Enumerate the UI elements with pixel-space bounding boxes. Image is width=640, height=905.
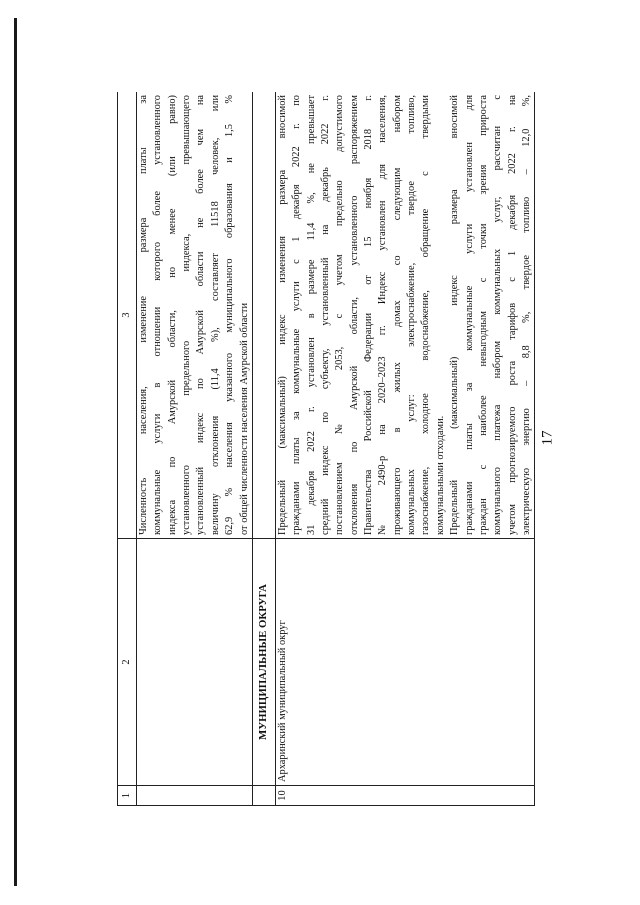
binding-line (14, 18, 17, 886)
text-line: учетом прогнозируемого роста тарифов с 1 декабря 2022 г. на (506, 95, 518, 535)
continuation-text-cell (137, 92, 253, 539)
section-row (252, 92, 275, 806)
rotated-page (117, 92, 609, 806)
text-line: средний индекс по субъекту, установленный на декабрь 2022 г. (319, 95, 331, 535)
text-line: коммунальными отходами. (434, 415, 446, 535)
header-col-2: 2 (118, 539, 137, 786)
text-line: электрическую энергию – 8,8 %, твердое топливо – 12,0 %, (520, 95, 532, 535)
table-header-row (118, 92, 137, 806)
section-empty-cell (252, 92, 275, 539)
text-line: Предельный (максимальный) индекс изменения размера вносимой (276, 95, 288, 535)
text-line: коммунального платежа набором коммунальных услуг, рассчитан с (492, 95, 504, 535)
text-line: проживающего в жилых домах со следующим набором (391, 95, 403, 535)
row-number: 10 (275, 786, 534, 806)
text-line: коммунальных услуг: электроснабжение, твердое топливо, (406, 95, 418, 535)
text-line: гражданами платы за коммунальные услуги установлен для (463, 95, 475, 535)
row-description (275, 92, 534, 539)
text-line: гражданами платы за коммунальные услуги с 1 декабря 2022 г. по (291, 95, 303, 535)
continuation-row (137, 92, 253, 806)
continuation-num-cell (137, 786, 253, 806)
section-num-cell (252, 786, 275, 806)
text-line: от общей численности населения Амурской области (238, 302, 250, 535)
text-line: газоснабжение, холодное водоснабжение, обращение с твердыми (420, 95, 432, 535)
text-line: отклонения по Амурской области, установленного распоряжением (348, 95, 360, 535)
section-title: МУНИЦИПАЛЬНЫЕ ОКРУГА (252, 539, 275, 786)
header-col-1: 1 (118, 786, 137, 806)
text-line: 62,9 % населения указанного муниципального образования и 1,5 % (224, 95, 236, 535)
index-table (117, 92, 535, 806)
table-row (275, 92, 534, 806)
text-line: Правительства Российской Федерации от 15 ноября 2018 г. (363, 95, 375, 535)
text-line: 31 декабря 2022 г. установлен в размере 11,4 %, не превышает (305, 95, 317, 535)
header-col-3: 3 (118, 92, 137, 539)
text-line: Численность населения, изменение размера платы за (138, 95, 149, 535)
text-line: Предельный (максимальный) индекс размера вносимой (449, 95, 461, 535)
text-line: установленный индекс по Амурской области не более чем на (195, 95, 207, 535)
text-line: установленного предельного индекса, превышающего (181, 95, 193, 535)
text-line: величину отклонения (11,4 %), составляет 11518 человек, или (209, 95, 221, 535)
text-line: постановлением № 2053, с учетом предельно допустимого (334, 95, 346, 535)
text-line: граждан с наиболее невыгодным с точки зрения прироста (477, 95, 489, 535)
rotated-table-viewport (117, 92, 609, 806)
row-name: Архаринский муниципальный округ (275, 539, 534, 786)
text-line: индекса по Амурской области, но менее (или равно) (166, 95, 178, 535)
text-line: коммунальные услуги в отношении которого более установленного (152, 95, 164, 535)
text-line: № 2490-р на 2020–2023 гг. Индекс установлен для населения, (377, 95, 389, 535)
page-number: 17 (539, 430, 556, 446)
continuation-name-cell (137, 539, 253, 786)
